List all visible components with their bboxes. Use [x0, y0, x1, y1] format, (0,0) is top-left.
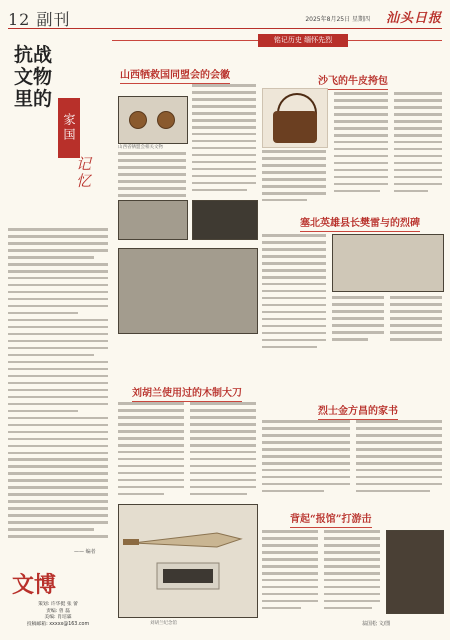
- title-red-box: 家国: [58, 98, 80, 158]
- bag-text-mid: [334, 92, 388, 197]
- knife-text-right: [190, 402, 256, 500]
- stele-text-mid: [332, 296, 384, 345]
- article-title-children: 背起“报馆”打游击: [290, 510, 372, 528]
- credit-line: 投稿邮箱: xxxxx@163.com: [26, 621, 90, 627]
- leather-bag-icon: [273, 111, 317, 143]
- article-title-bag: 沙飞的牛皮挎包: [318, 72, 388, 90]
- intro-text-block: [8, 228, 108, 542]
- stele-text-right: [390, 296, 442, 345]
- badge-icon: [157, 111, 175, 129]
- article-title-letters: 烈士金方昌的家书: [318, 402, 398, 420]
- children-text-left: [262, 530, 318, 614]
- knife-caption: 刘胡兰纪念馆: [150, 621, 177, 626]
- banner-label: 铭记历史 缅怀先烈: [258, 34, 348, 47]
- bag-text-left: [262, 150, 326, 206]
- wooden-knife-icon: [119, 505, 257, 617]
- page-header: [8, 6, 442, 29]
- article-title-stele: 塞北英雄县长樊雷与的烈碑: [300, 214, 420, 232]
- page-label: 12 副刊: [8, 10, 71, 29]
- article-title-coins: 山西牺救国同盟会的会徽: [120, 66, 230, 84]
- knife-photo: [118, 504, 258, 618]
- badge-icon: [129, 111, 147, 129]
- stele-wall-photo: [118, 200, 188, 240]
- bag-text-right: [394, 92, 442, 197]
- children-text-mid: [324, 530, 380, 614]
- bag-photo: [262, 88, 328, 148]
- coins-text-right: [192, 84, 256, 196]
- letters-text-left: [262, 420, 350, 497]
- credit-line: 美编: 肖培霖: [44, 615, 72, 620]
- intro-author: —— 编者: [74, 549, 96, 555]
- calligraphy-title: 记忆: [74, 156, 92, 190]
- issue-date: 2025年8月25日 星期四: [305, 16, 370, 23]
- memorial-photo: [192, 200, 258, 240]
- newspaper-logo: 汕头日报: [385, 11, 442, 26]
- knife-text-left: [118, 402, 184, 500]
- editorial-credits: [10, 602, 106, 628]
- main-title: 抗战文物里的: [13, 44, 52, 110]
- stele-text-left: [262, 234, 326, 353]
- stele-inscription-photo: [332, 234, 444, 292]
- letters-text-right: [356, 420, 442, 497]
- children-author: 翁国松 文/图: [362, 621, 391, 627]
- coins-caption: 山西省牺盟会相关文物: [118, 145, 163, 150]
- credit-line: 责编: 曾 磊: [46, 608, 70, 614]
- article-title-knife: 刘胡兰使用过的木制大刀: [132, 384, 242, 402]
- children-statue-photo: [386, 530, 444, 614]
- coins-photo: [118, 96, 188, 144]
- museum-building-photo: [118, 248, 258, 334]
- section-logo: 文博: [12, 572, 57, 598]
- credit-line: 策划: 许华挺 张 蕾: [38, 602, 78, 607]
